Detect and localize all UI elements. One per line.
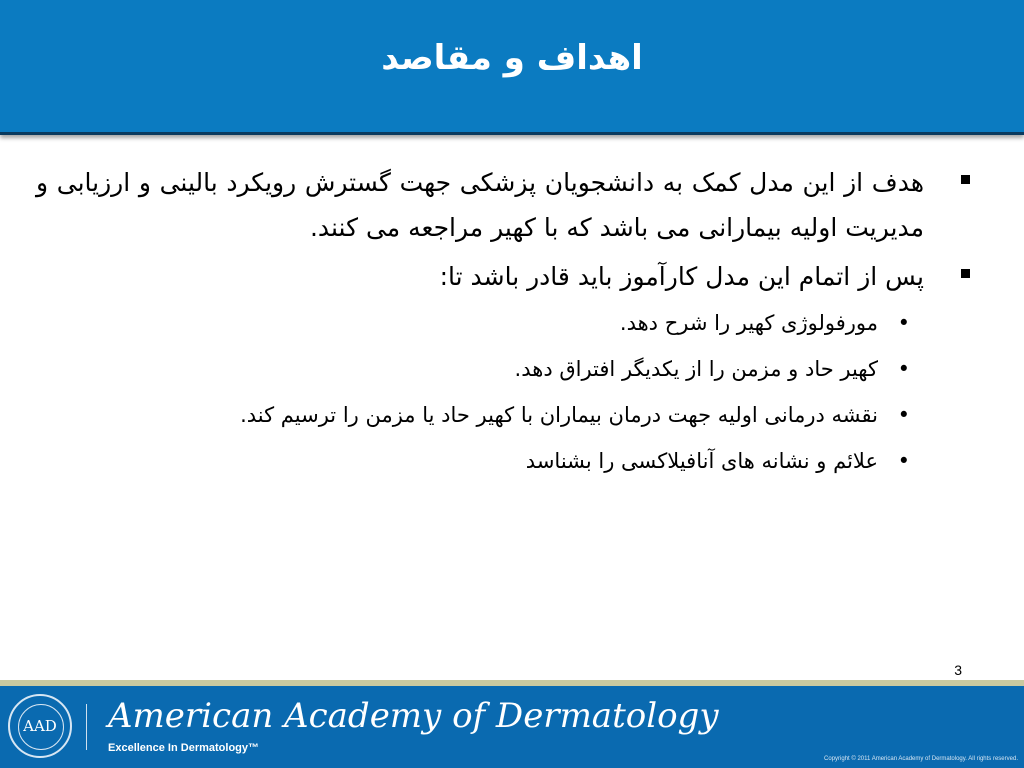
title-bar [0, 0, 1024, 135]
organization-tagline: Excellence In Dermatology™ [108, 742, 259, 754]
sub-bullet-item [36, 395, 988, 435]
footer-separator [86, 704, 87, 750]
sub-bullet-item [36, 441, 988, 481]
bullet-item-objective [36, 160, 988, 250]
round-bullet-icon: • [897, 403, 910, 427]
sub-bullet-item [36, 349, 988, 389]
round-bullet-icon: • [897, 311, 910, 335]
footer [0, 686, 1024, 768]
page-number: 3 [954, 662, 962, 678]
copyright-notice: Copyright © 2011 American Academy of Dermatology. All rights reserved. [824, 756, 1018, 762]
round-bullet-icon: • [897, 449, 910, 473]
bullet-text: هدف از این مدل کمک به دانشجویان پزشکی جهت گسترش رویکرد بالینی و ارزیابی و مدیریت اولیه بیمارانی می باشد که با کهیر مراجعه می کنند. [36, 168, 924, 242]
sub-bullet-text: مورفولوژی کهیر را شرح دهد. [619, 311, 878, 335]
round-bullet-icon: • [897, 357, 910, 381]
organization-name: American Academy of Dermatology [108, 696, 719, 736]
seal-text: AAD [23, 717, 57, 735]
bullet-text: پس از اتمام این مدل کارآموز باید قادر باشد تا: [439, 262, 924, 291]
sub-bullet-item [36, 303, 988, 343]
sub-bullet-text: نقشه درمانی اولیه جهت درمان بیماران با کهیر حاد یا مزمن را ترسیم کند. [240, 403, 878, 427]
sub-bullet-text: علائم و نشانه های آنافیلاکسی را بشناسد [525, 449, 878, 473]
sub-bullet-text: کهیر حاد و مزمن را از یکدیگر افتراق دهد. [514, 357, 878, 381]
square-bullet-icon [961, 175, 970, 184]
square-bullet-icon [961, 269, 970, 278]
slide-content [36, 160, 988, 487]
slide-title: اهداف و مقاصد [381, 38, 643, 78]
aad-seal-logo-icon [8, 694, 72, 758]
bullet-item-outcomes [36, 254, 988, 299]
